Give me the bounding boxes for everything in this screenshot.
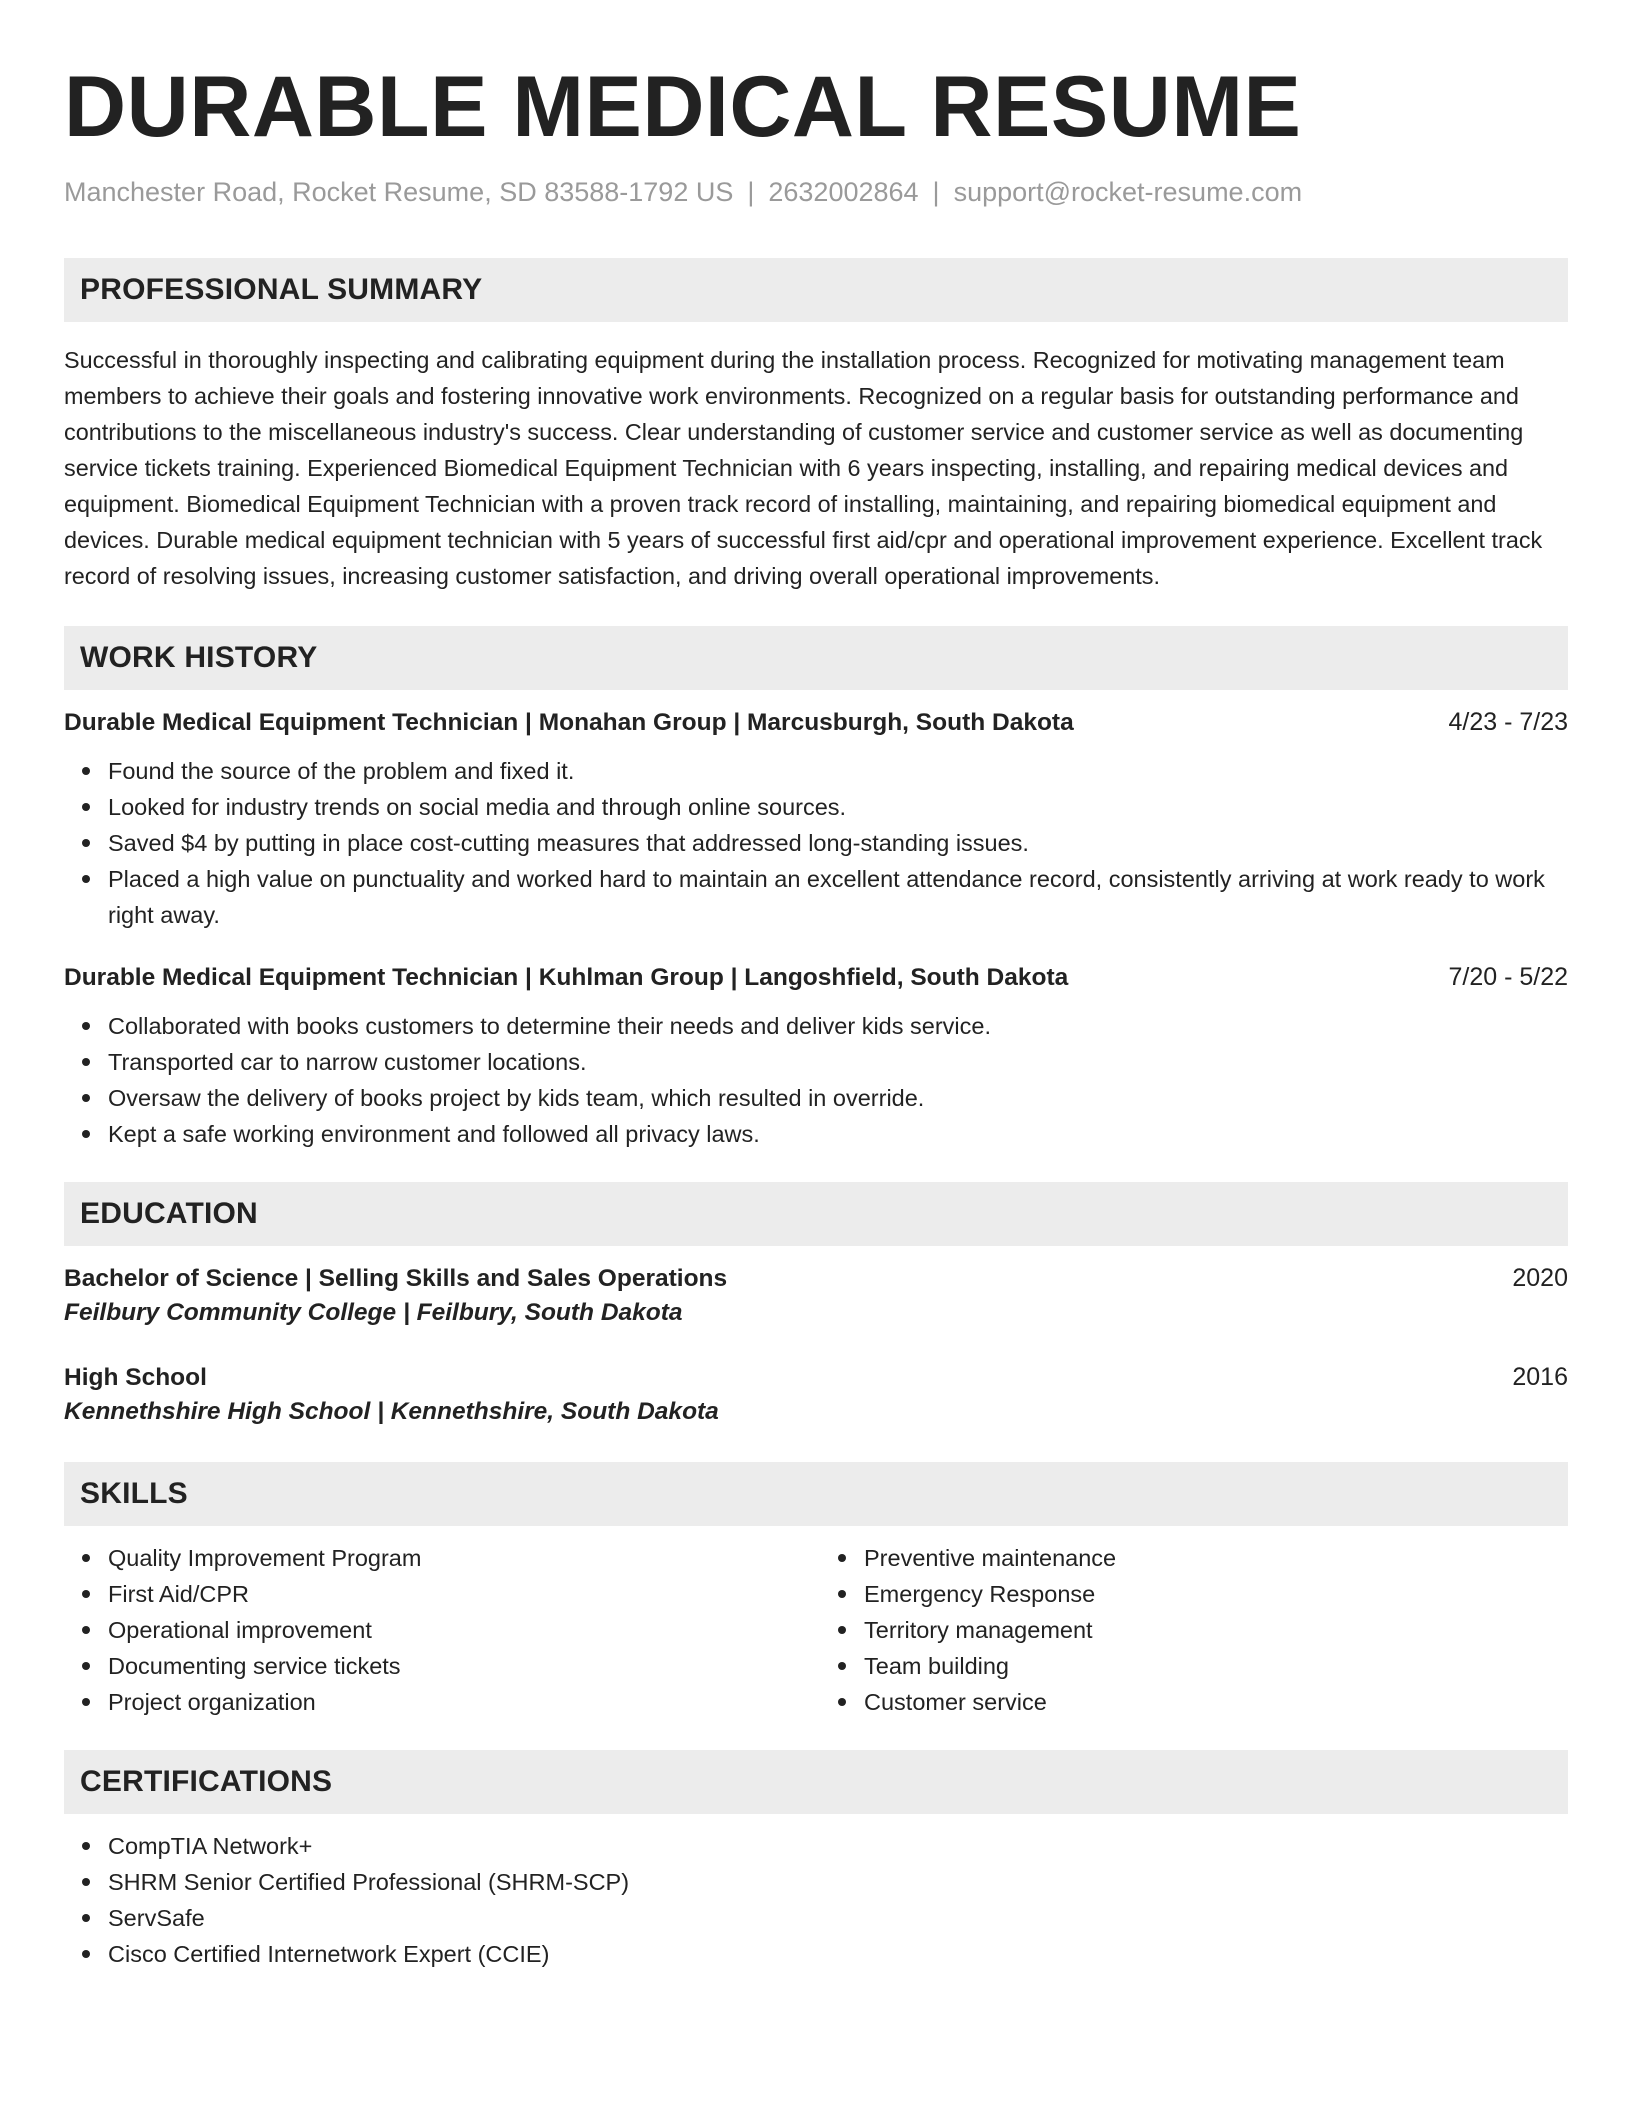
job-dates: 4/23 - 7/23 <box>1448 708 1568 737</box>
job-bullet: Kept a safe working environment and followed all privacy laws. <box>108 1116 1568 1152</box>
job-bullet: Found the source of the problem and fixed it. <box>108 753 1568 789</box>
job-entry <box>64 708 1568 933</box>
job-bullet: Looked for industry trends on social media and through online sources. <box>108 789 1568 825</box>
education-header <box>64 1363 1568 1392</box>
skills-column-left <box>64 1540 816 1720</box>
section-header-certifications: CERTIFICATIONS <box>64 1750 1568 1814</box>
skills-section <box>64 1462 1568 1720</box>
contact-email: support@rocket-resume.com <box>953 177 1303 207</box>
education-school: Kennethshire High School | Kennethshire, South Dakota <box>64 1398 719 1426</box>
contact-line <box>64 176 1568 208</box>
education-school: Feilbury Community College | Feilbury, South Dakota <box>64 1299 683 1327</box>
job-bullets <box>64 753 1568 933</box>
skill-item: Emergency Response <box>864 1576 1568 1612</box>
contact-phone: 2632002864 <box>768 177 919 207</box>
skill-item: First Aid/CPR <box>108 1576 816 1612</box>
section-header-skills: SKILLS <box>64 1462 1568 1526</box>
skill-item: Customer service <box>864 1684 1568 1720</box>
job-bullet: Collaborated with books customers to determine their needs and deliver kids service. <box>108 1008 1568 1044</box>
summary-section <box>64 258 1568 594</box>
resume-name: DURABLE MEDICAL RESUME <box>64 59 1302 155</box>
education-degree: Bachelor of Science | Selling Skills and Sales Operations <box>64 1265 728 1293</box>
skill-item: Team building <box>864 1648 1568 1684</box>
education-section <box>64 1182 1568 1426</box>
certifications-section <box>64 1750 1568 1972</box>
contact-address: Manchester Road, Rocket Resume, SD 83588-1792 US <box>64 177 734 207</box>
job-title: Durable Medical Equipment Technician | Monahan Group | Marcusburgh, South Dakota <box>64 709 1074 737</box>
skill-item: Preventive maintenance <box>864 1540 1568 1576</box>
certification-item: ServSafe <box>108 1900 1568 1936</box>
skill-item: Operational improvement <box>108 1612 816 1648</box>
job-header <box>64 708 1568 737</box>
job-entry <box>64 963 1568 1152</box>
skills-column-right <box>816 1540 1568 1720</box>
job-bullet: Placed a high value on punctuality and worked hard to maintain an excellent attendance record, consistently arriving at work ready to work right away. <box>108 861 1568 933</box>
education-year: 2016 <box>1512 1363 1568 1392</box>
job-title: Durable Medical Equipment Technician | Kuhlman Group | Langoshfield, South Dakota <box>64 964 1069 992</box>
certification-item: SHRM Senior Certified Professional (SHRM-SCP) <box>108 1864 1568 1900</box>
certification-item: CompTIA Network+ <box>108 1828 1568 1864</box>
certifications-list <box>64 1828 1568 1972</box>
summary-text: Successful in thoroughly inspecting and calibrating equipment during the installation process. Recognized for motivating management team members to achieve their goals and fostering innovative work environments. Recognized on a regular basis for outstanding performance and contributions to the miscellaneous industry's success. Clear understanding of customer service and customer service as well as documenting service tickets training. Experienced Biomedical Equipment Technician with 6 years inspecting, installing, and repairing medical devices and equipment. Biomedical Equipment Technician with a proven track record of installing, maintaining, and repairing biomedical equipment and devices. Durable medical equipment technician with 5 years of successful first aid/cpr and operational improvement experience. Excellent track record of resolving issues, increasing customer satisfaction, and driving overall operational improvements. <box>64 347 1543 590</box>
certification-item: Cisco Certified Internetwork Expert (CCIE) <box>108 1936 1568 1972</box>
education-entry <box>64 1264 1568 1327</box>
skill-item: Documenting service tickets <box>108 1648 816 1684</box>
skill-item: Project organization <box>108 1684 816 1720</box>
skills-grid <box>64 1540 1568 1720</box>
job-dates: 7/20 - 5/22 <box>1448 963 1568 992</box>
education-year: 2020 <box>1512 1264 1568 1293</box>
education-entry <box>64 1363 1568 1426</box>
skill-item: Territory management <box>864 1612 1568 1648</box>
job-header <box>64 963 1568 992</box>
job-bullet: Oversaw the delivery of books project by kids team, which resulted in override. <box>108 1080 1568 1116</box>
section-header-summary: PROFESSIONAL SUMMARY <box>64 258 1568 322</box>
work-section <box>64 626 1568 1152</box>
job-bullets <box>64 1008 1568 1152</box>
contact-separator: | <box>747 177 755 207</box>
skill-item: Quality Improvement Program <box>108 1540 816 1576</box>
section-header-work: WORK HISTORY <box>64 626 1568 690</box>
section-header-education: EDUCATION <box>64 1182 1568 1246</box>
job-bullet: Saved $4 by putting in place cost-cutting measures that addressed long-standing issues. <box>108 825 1568 861</box>
education-degree: High School <box>64 1364 207 1392</box>
job-bullet: Transported car to narrow customer locations. <box>108 1044 1568 1080</box>
education-header <box>64 1264 1568 1293</box>
contact-separator: | <box>932 177 940 207</box>
